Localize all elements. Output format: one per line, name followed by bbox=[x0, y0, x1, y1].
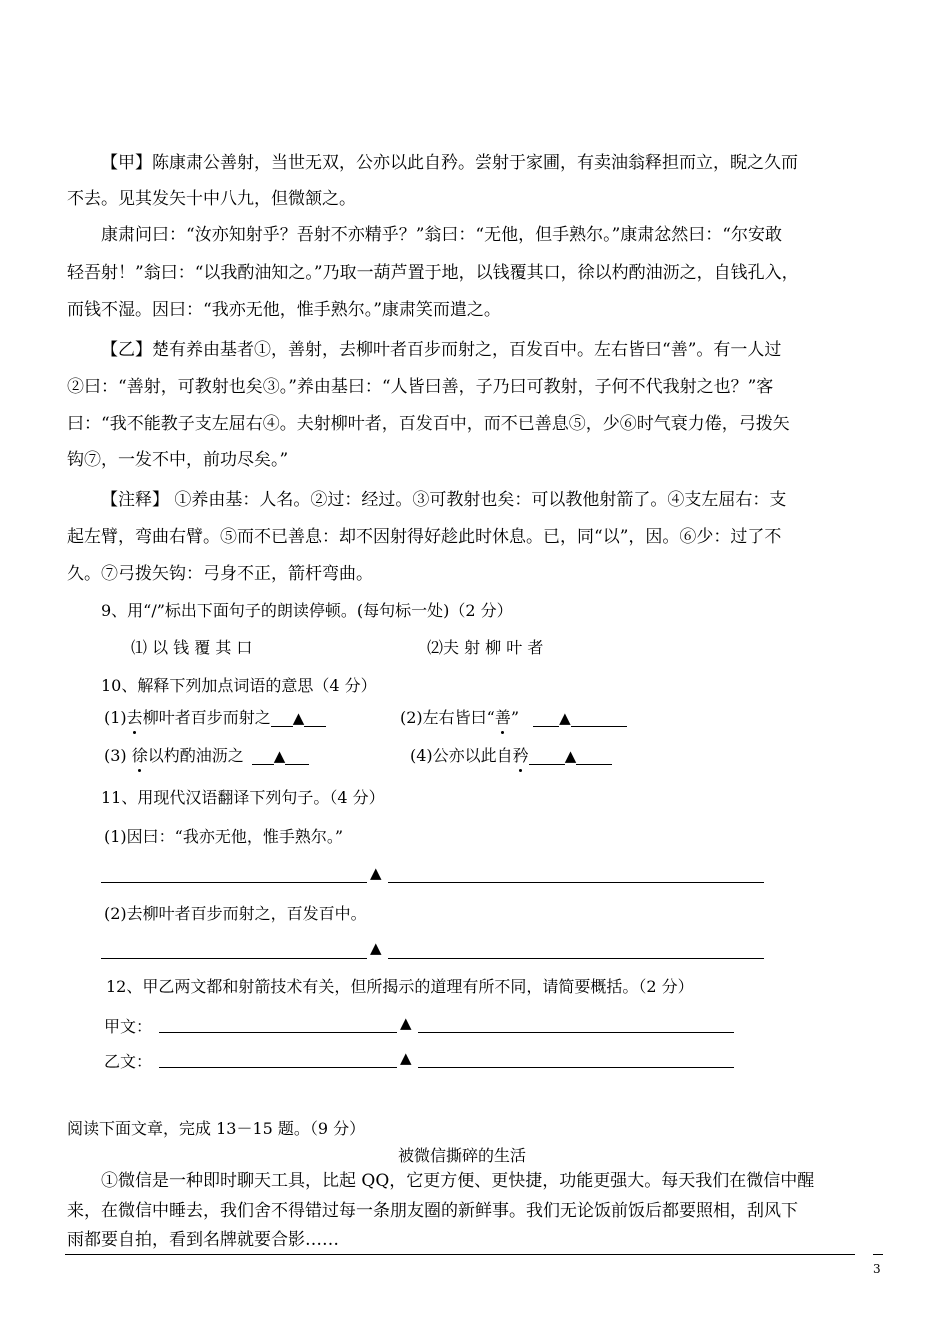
q10-item-4-prefix: (4)公亦以此自 bbox=[410, 746, 513, 765]
q10-item-1-dotted-word: 去 bbox=[126, 708, 143, 727]
q10-item-2 bbox=[400, 707, 627, 729]
q10-item-3 bbox=[104, 745, 309, 767]
jia-line-5: 而钱不湿。因曰：“我亦无他，惟手熟尔。”康肃笑而遣之。 bbox=[67, 300, 501, 320]
q12-label-yi: 乙文： bbox=[104, 1052, 153, 1071]
q11-answer-line-2-right[interactable] bbox=[388, 958, 764, 959]
q12-answer-yi-right[interactable] bbox=[418, 1067, 734, 1068]
q10-item-3-text: 以杓酌油沥之 bbox=[147, 746, 244, 765]
q11-item-2: (2)去柳叶者百步而射之，百发百中。 bbox=[104, 904, 367, 923]
q10-item-4-dotted-word: 矜 bbox=[512, 746, 529, 765]
answer-marker-icon: ▲ bbox=[564, 747, 577, 765]
answer-blank[interactable] bbox=[285, 746, 309, 765]
jia-line-1: 【甲】陈康肃公善射，当世无双，公亦以此自矜。尝射于家圃，有卖油翁释担而立，睨之久而 bbox=[101, 153, 798, 173]
answer-blank[interactable] bbox=[533, 708, 559, 727]
q11-stem: 11、用现代汉语翻译下列句子。（4 分） bbox=[101, 788, 385, 807]
jia-line-3: 康肃问曰：“汝亦知射乎？吾射不亦精乎？”翁曰：“无他，但手熟尔。”康肃忿然曰：“尔安敢 bbox=[101, 225, 782, 245]
q10-item-1-prefix: (1) bbox=[104, 708, 127, 727]
q10-item-2-prefix: (2)左右皆曰“ bbox=[400, 708, 495, 727]
answer-blank[interactable] bbox=[571, 708, 627, 727]
q11-answer-line-2-left[interactable] bbox=[101, 958, 367, 959]
yi-line-4: 钩⑦，一发不中，前功尽矣。” bbox=[67, 450, 289, 470]
q9-stem: 9、用“/”标出下面句子的朗读停顿。(每句标一处)（2 分） bbox=[101, 601, 513, 620]
q10-item-1 bbox=[104, 707, 326, 729]
q11-answer-line-1-left[interactable] bbox=[101, 882, 367, 883]
q12-answer-jia-right[interactable] bbox=[418, 1032, 734, 1033]
q12-label-jia: 甲文： bbox=[104, 1017, 153, 1036]
answer-blank[interactable] bbox=[271, 708, 293, 727]
q10-item-1-text: 柳叶者百步而射之 bbox=[142, 708, 271, 727]
article-p1-line-2: 来，在微信中睡去，我们舍不得错过每一条朋友圈的新鲜事。我们无论饭前饭后都要照相，刮风下 bbox=[67, 1201, 798, 1221]
q10-item-4 bbox=[410, 745, 612, 767]
q9-item-1: ⑴ 以 钱 覆 其 口 bbox=[131, 638, 253, 657]
q12-stem: 12、甲乙两文都和射箭技术有关，但所揭示的道理有所不同，请简要概括。（2 分） bbox=[106, 977, 694, 996]
footer-dash bbox=[873, 1254, 883, 1255]
q12-answer-yi-left[interactable] bbox=[159, 1067, 397, 1068]
notes-line-1: 【注释】 ①养由基：人名。②过：经过。③可教射也矣：可以教他射箭了。④支左屈右：支 bbox=[101, 490, 787, 510]
q10-stem: 10、解释下列加点词语的意思（4 分） bbox=[101, 676, 377, 695]
answer-marker-icon: ▲ bbox=[292, 709, 305, 727]
page-number: 3 bbox=[873, 1262, 881, 1276]
answer-marker-icon: ▲ bbox=[400, 1049, 412, 1067]
article-title: 被微信撕碎的生活 bbox=[398, 1146, 527, 1165]
yi-line-2: ②曰：“善射，可教射也矣③。”养由基曰：“人皆曰善，子乃曰可教射，子何不代我射之也？”客 bbox=[67, 377, 774, 397]
q9-item-2: ⑵夫 射 柳 叶 者 bbox=[427, 638, 544, 657]
answer-blank[interactable] bbox=[529, 746, 565, 765]
answer-blank[interactable] bbox=[576, 746, 612, 765]
article-p1-line-1: ①微信是一种即时聊天工具，比起 QQ，它更方便、更快捷，功能更强大。每天我们在微信中醒 bbox=[101, 1171, 815, 1191]
q10-item-3-dotted-word: 徐 bbox=[131, 746, 148, 765]
answer-blank[interactable] bbox=[304, 708, 326, 727]
notes-line-2: 起左臂，弯曲右臂。⑤而不已善息：却不因射得好趁此时休息。已，同“以”，因。⑥少：过了不 bbox=[67, 527, 782, 547]
article-p1-line-3: 雨都要自拍，看到名牌就要合影…… bbox=[67, 1230, 339, 1250]
answer-marker-icon: ▲ bbox=[559, 709, 571, 727]
q10-item-2-suffix: ” bbox=[510, 708, 520, 727]
jia-line-2: 不去。见其发矢十中八九，但微颔之。 bbox=[67, 189, 356, 209]
q11-item-1: (1)因曰：“我亦无他，惟手熟尔。” bbox=[104, 827, 344, 846]
answer-marker-icon: ▲ bbox=[400, 1014, 412, 1032]
answer-marker-icon: ▲ bbox=[370, 864, 382, 882]
jia-line-4: 轻吾射！”翁曰：“以我酌油知之。”乃取一葫芦置于地，以钱覆其口，徐以杓酌油沥之，自钱孔入， bbox=[67, 263, 799, 283]
reading-intro: 阅读下面文章，完成 13－15 题。（9 分） bbox=[67, 1119, 366, 1138]
yi-line-3: 曰：“我不能教子支左屈右④。夫射柳叶者，百发百中，而不已善息⑤，少⑥时气衰力倦，弓拨矢 bbox=[67, 414, 790, 434]
q10-item-3-prefix: (3) bbox=[104, 746, 132, 765]
q12-answer-jia-left[interactable] bbox=[159, 1032, 397, 1033]
answer-marker-icon: ▲ bbox=[273, 747, 286, 765]
answer-blank[interactable] bbox=[252, 746, 274, 765]
notes-line-3: 久。⑦弓拨矢钩：弓身不正，箭杆弯曲。 bbox=[67, 564, 373, 584]
q11-answer-line-1-right[interactable] bbox=[388, 882, 764, 883]
answer-marker-icon: ▲ bbox=[370, 939, 382, 957]
footer-rule bbox=[65, 1254, 855, 1255]
q10-item-2-dotted-word: 善 bbox=[494, 708, 511, 727]
yi-line-1: 【乙】楚有养由基者①，善射，去柳叶者百步而射之，百发百中。左右皆曰“善”。有一人过 bbox=[101, 340, 782, 360]
